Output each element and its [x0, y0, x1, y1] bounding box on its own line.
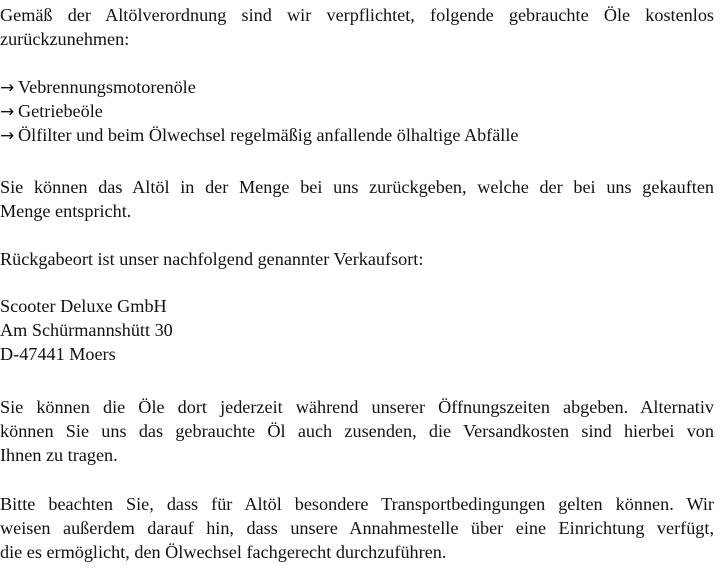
hours-line: Sie können die Öle dort jederzeit während unserer Öffnungszeiten abgeben. Alternativ [0, 397, 714, 417]
oil-list [0, 75, 720, 147]
return-quantity-paragraph [0, 175, 720, 223]
arrow-icon: → [0, 102, 15, 122]
return-quantity-line: Sie können das Altöl in der Menge bei uns zurückgeben, welche der bei uns gekauften [0, 177, 714, 197]
notice-line: Bitte beachten Sie, dass für Altöl besondere Transportbedingungen gelten können. Wir [0, 494, 714, 514]
intro-line: zurückzunehmen: [0, 29, 130, 49]
hours-line: können Sie uns das gebrauchte Öl auch zusenden, die Versandkosten sind hierbei von [0, 421, 714, 441]
address-city: D-47441 Moers [0, 344, 116, 364]
hours-line: Ihnen zu tragen. [0, 445, 118, 465]
oil-list-item-label: Getriebeöle [18, 101, 103, 121]
return-place-text: Rückgabeort ist unser nachfolgend genannter Verkaufsort: [0, 249, 424, 269]
oil-list-item-label: Ölfilter und beim Ölwechsel regelmäßig anfallende ölhaltige Abfälle [18, 125, 519, 145]
oil-list-item [0, 123, 720, 147]
return-quantity-line: Menge entspricht. [0, 201, 132, 221]
notice-line: die es ermöglicht, den Ölwechsel fachgerecht durchzuführen. [0, 542, 447, 562]
notice-line: weisen außerdem darauf hin, dass unsere Annahmestelle über eine Einrichtung verfügt, [0, 518, 714, 538]
oil-list-item [0, 75, 720, 99]
hours-paragraph [0, 395, 720, 467]
address-company: Scooter Deluxe GmbH [0, 296, 167, 316]
address-block [0, 294, 720, 366]
arrow-icon: → [0, 126, 15, 146]
return-place-paragraph [0, 247, 720, 271]
address-street: Am Schürmannshütt 30 [0, 320, 173, 340]
oil-list-item [0, 99, 720, 123]
intro-paragraph [0, 3, 720, 51]
arrow-icon: → [0, 78, 15, 98]
notice-paragraph [0, 492, 720, 564]
intro-line: Gemäß der Altölverordnung sind wir verpflichtet, folgende gebrauchte Öle kostenlos [0, 5, 714, 25]
oil-list-item-label: Vebrennungsmotorenöle [18, 77, 196, 97]
